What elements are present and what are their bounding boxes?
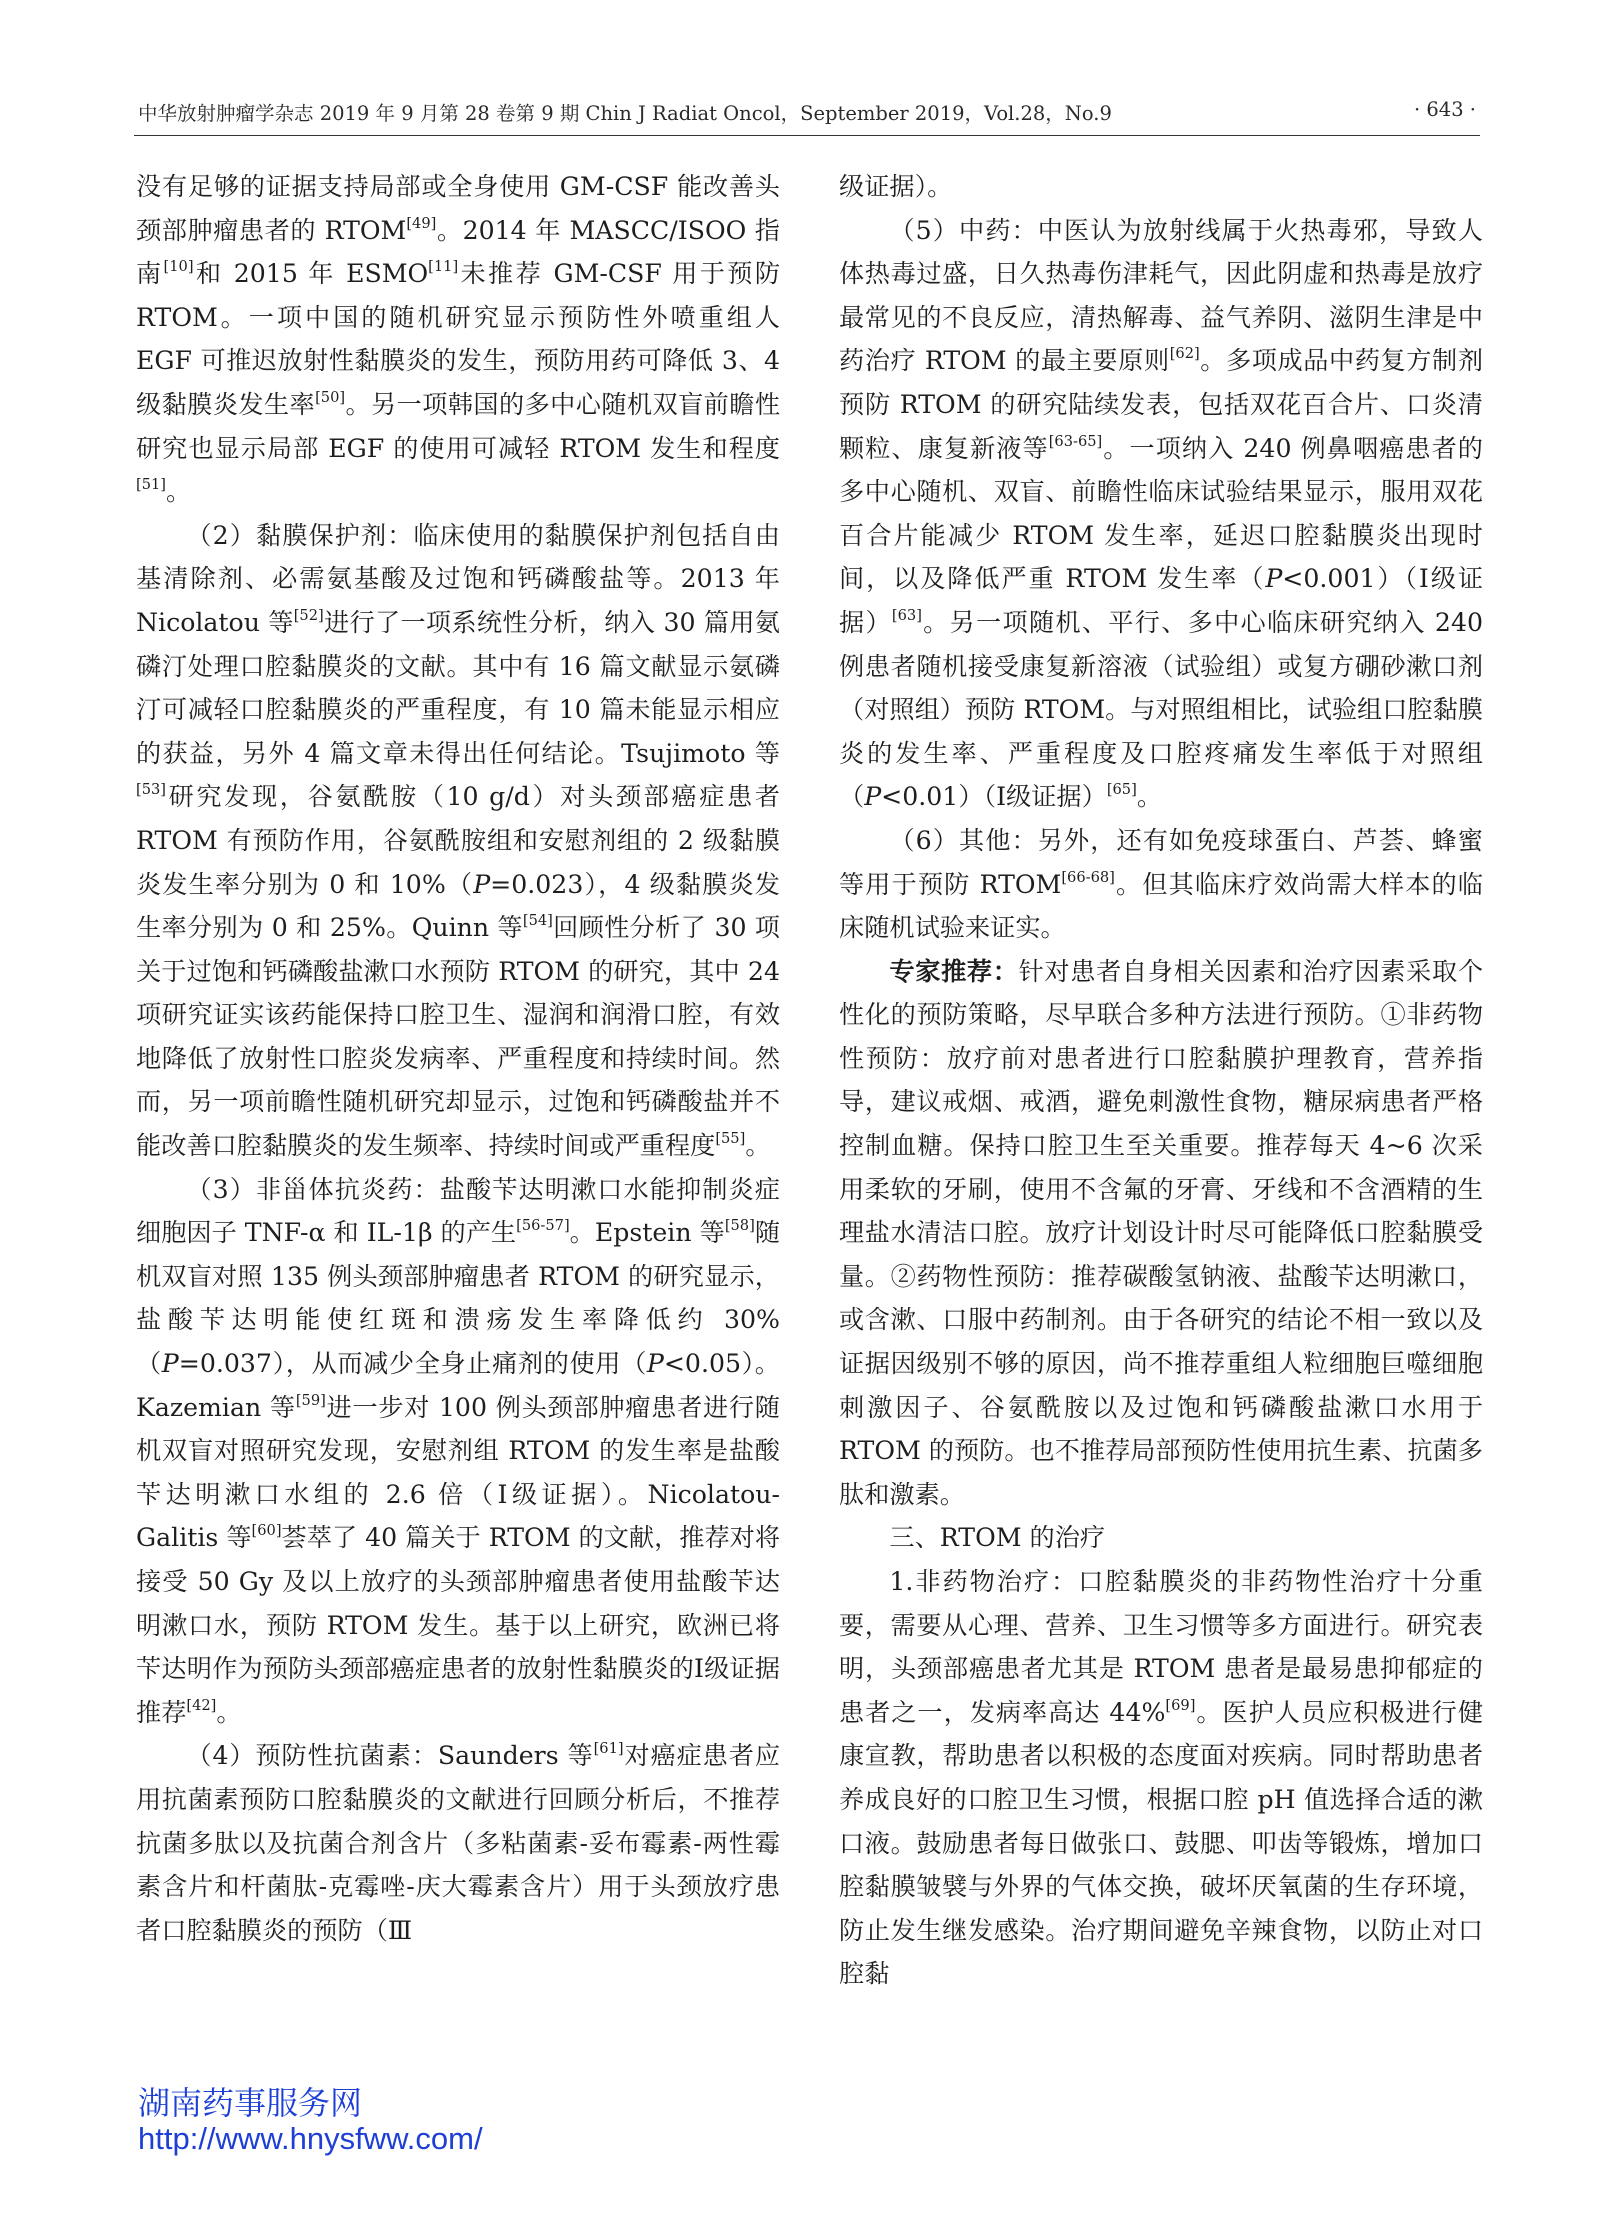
text-run: 进行了一项系统性分析，纳入 30 篇用氨磷汀处理口腔黏膜炎的文献。其中有 16 篇文献显示氨磷汀可减轻口腔黏膜炎的严重程度，有 10 篇未能显示相应的获益，另外 4 篇文章未得出任何结论。Tsujimoto 等: [136, 607, 780, 768]
paragraph-expert-recommendation: [839, 950, 1483, 1517]
text-run: 。: [216, 1697, 242, 1727]
text-run: 。: [166, 477, 192, 507]
paragraph-continuation: 级证据）。: [839, 172, 953, 201]
text-run: 对癌症患者应用抗菌素预防口腔黏膜炎的文献进行回顾分析后，不推荐抗菌多肽以及抗菌合剂含片（多粘菌素-妥布霉素-两性霉素含片和杆菌肽-克霉唑-庆大霉素含片）用于头颈放疗患者口腔黏膜炎的预防（Ⅲ: [136, 1741, 781, 1945]
p-value-symbol: P: [161, 1349, 179, 1379]
paragraph-tcm: [839, 209, 1483, 819]
text-run: <0.05）。Kazemian 等: [136, 1349, 780, 1422]
text-run: 未推荐 GM-CSF 用于预防 RTOM。一项中国的随机研究显示预防性外喷重组人 EGF 可推迟放射性黏膜炎的发生，预防用药可降低 3、4 级黏膜炎发生率: [136, 259, 781, 419]
citation-ref: [10]: [163, 258, 194, 276]
paragraph-non-drug-treatment: [839, 1560, 1483, 1996]
text-run: 随机双盲对照 135 例头颈部肿瘤患者 RTOM 的研究显示，盐酸苄达明能使红斑和溃疡发生率降低约 30%（: [136, 1218, 781, 1379]
text-run: 没有足够的证据支持局部或全身使用 GM-CSF 能改善头颈部肿瘤患者的 RTOM: [136, 172, 780, 245]
text-run: 。多项成品中药复方制剂预防 RTOM 的研究陆续发表，包括双花百合片、口炎清颗粒、康复新液等: [839, 346, 1484, 463]
left-column: [136, 165, 780, 1952]
header-divider: [134, 135, 1480, 136]
text-run: 。: [1136, 782, 1162, 812]
text-run: 。2014 年 MASCC/ISOO 指南: [136, 215, 780, 289]
right-column: [839, 165, 1483, 1996]
p-value-symbol: P: [1265, 564, 1283, 594]
text-run: （2）黏膜保护剂：临床使用的黏膜保护剂包括自由基清除剂、必需氨基酸及过饱和钙磷酸盐等。2013 年 Nicolatou 等: [136, 520, 780, 637]
citation-ref: [65]: [1106, 781, 1137, 799]
citation-ref: [63-65]: [1048, 432, 1103, 450]
text-run: =0.023），4 级黏膜炎发生率分别为 0 和 25%。Quinn 等: [136, 869, 780, 943]
text-run: 和 2015 年 ESMO: [193, 259, 429, 289]
paragraph-others: [839, 819, 1483, 950]
citation-ref: [56-57]: [516, 1217, 570, 1235]
paragraph-nsaids: [136, 1168, 780, 1735]
text-run: （4）预防性抗菌素：Saunders 等: [186, 1741, 594, 1771]
citation-ref: [69]: [1165, 1696, 1196, 1714]
text-run: 。另一项韩国的多中心随机双盲前瞻性研究也显示局部 EGF 的使用可减轻 RTOM 发生和程度: [136, 389, 781, 463]
paragraph-antibiotics: [136, 1734, 780, 1952]
journal-header: 中华放射肿瘤学杂志 2019 年 9 月第 28 卷第 9 期 Chin J Radiat Oncol，September 2019，Vol.28，No.9: [138, 102, 1112, 125]
citation-ref: [11]: [428, 258, 459, 276]
section-heading: 三、RTOM 的治疗: [889, 1523, 1106, 1553]
citation-ref: [51]: [136, 476, 166, 494]
p-value-symbol: P: [646, 1349, 664, 1379]
citation-ref: [49]: [406, 214, 437, 232]
text-run: 进一步对 100 例头颈部肿瘤患者进行随机双盲对照研究发现，安慰剂组 RTOM 的发生率是盐酸苄达明漱口水组的 2.6 倍（Ⅰ级证据）。Nicolatou-Galitis 等: [136, 1392, 780, 1553]
citation-ref: [63]: [891, 606, 922, 624]
paragraph-gmcsf-egf: [136, 165, 780, 514]
citation-ref: [53]: [136, 781, 166, 799]
citation-ref: [50]: [315, 389, 346, 407]
page-number: · 643 ·: [1413, 98, 1476, 121]
text-run: <0.01）（Ⅰ级证据）: [881, 782, 1107, 812]
text-run: 。医护人员应积极进行健康宣教，帮助患者以积极的态度面对疾病。同时帮助患者养成良好的口腔卫生习惯，根据口腔 pH 值选择合适的漱口液。鼓励患者每日做张口、鼓腮、叩齿等锻炼，增加口腔黏膜皱襞与外界的气体交换，破坏厌氧菌的生存环境，防止发生继发感染。治疗期间避免辛辣食物，以防止对口腔黏: [839, 1697, 1484, 1989]
p-value-symbol: P: [473, 869, 491, 899]
citation-ref: [60]: [251, 1522, 282, 1540]
text-run: 。: [745, 1131, 771, 1161]
text-run: 。Epstein 等: [569, 1218, 725, 1248]
citation-ref: [61]: [593, 1740, 624, 1758]
text-run: 针对患者自身相关因素和治疗因素采取个性化的预防策略，尽早联合多种方法进行预防。①非药物性预防：放疗前对患者进行口腔黏膜护理教育，营养指导，建议戒烟、戒酒，避免刺激性食物，糖尿病患者严格控制血糖。保持口腔卫生至关重要。推荐每天 4~6 次采用柔软的牙刷，使用不含氟的牙膏、牙线和不含酒精的生理盐水清洁口腔。放疗计划设计时尽可能降低口腔黏膜受量。②药物性预防：推荐碳酸氢钠液、盐酸苄达明漱口，或含漱、口服中药制剂。由于各研究的结论不相一致以及证据因级别不够的原因，尚不推荐重组人粒细胞巨噬细胞刺激因子、谷氨酰胺以及过饱和钙磷酸盐漱口水用于 RTOM 的预防。也不推荐局部预防性使用抗生素、抗菌多肽和激素。: [839, 956, 1484, 1509]
citation-ref: [54]: [522, 912, 553, 930]
p-value-symbol: P: [864, 782, 882, 812]
expert-recommendation-label: 专家推荐：: [889, 955, 1019, 986]
text-run: 。但其临床疗效尚需大样本的临床随机试验来证实。: [839, 869, 1483, 943]
text-run: （3）非甾体抗炎药：盐酸苄达明漱口水能抑制炎症细胞因子 TNF-α 和 IL-1β 的产生: [136, 1174, 780, 1248]
text-run: =0.037），从而减少全身止痛剂的使用（: [178, 1349, 647, 1379]
text-run: 。一项纳入 240 例鼻咽癌患者的多中心随机、双盲、前瞻性临床试验结果显示，服用双花百合片能减少 RTOM 发生率，延迟口腔黏膜炎出现时间，以及降低严重 RTOM 发生率（: [839, 433, 1483, 594]
paragraph-mucosal-protectants: [136, 514, 780, 1168]
text-run: <0.001）（Ⅰ级证据）: [839, 564, 1484, 637]
text-run: 研究发现，谷氨酰胺（10 g/d）对头颈部癌症患者 RTOM 有预防作用，谷氨酰胺组和安慰剂组的 2 级黏膜炎发生率分别为 0 和 10%（: [136, 782, 780, 899]
citation-ref: [42]: [186, 1696, 217, 1714]
watermark-url-link[interactable]: http://www.hnysfww.com/: [138, 2121, 483, 2156]
text-run: 。另一项随机、平行、多中心临床研究纳入 240 例患者随机接受康复新溶液（试验组）或复方硼砂漱口剂（对照组）预防 RTOM。与对照组相比，试验组口腔黏膜炎的发生率、严重程度及口腔疼痛发生率低于对照组（: [839, 607, 1483, 812]
text-run: 回顾性分析了 30 项关于过饱和钙磷酸盐漱口水预防 RTOM 的研究，其中 24 项研究证实该药能保持口腔卫生、湿润和润滑口腔，有效地降低了放射性口腔炎发病率、严重程度和持续时间。然而，另一项前瞻性随机研究却显示，过饱和钙磷酸盐并不能改善口腔黏膜炎的发生频率、持续时间或严重程度: [136, 913, 780, 1161]
citation-ref: [66-68]: [1061, 868, 1115, 886]
citation-ref: [62]: [1169, 345, 1200, 363]
text-run: （6）其他：另外，还有如免疫球蛋白、芦荟、蜂蜜等用于预防 RTOM: [839, 825, 1483, 899]
citation-ref: [58]: [724, 1217, 755, 1235]
watermark-site-name: 湖南药事服务网: [138, 2085, 363, 2121]
citation-ref: [59]: [295, 1391, 326, 1409]
text-run: 1.非药物治疗：口腔黏膜炎的非药物性治疗十分重要，需要从心理、营养、卫生习惯等多方面进行。研究表明，头颈部癌患者尤其是 RTOM 患者是最易患抑郁症的患者之一，发病率高达 44%: [839, 1567, 1483, 1727]
text-run: 荟萃了 40 篇关于 RTOM 的文献，推荐对将接受 50 Gy 及以上放疗的头颈部肿瘤患者使用盐酸苄达明漱口水，预防 RTOM 发生。基于以上研究，欧洲已将苄达明作为预防头颈部癌症患者的放射性黏膜炎的Ⅰ级证据推荐: [136, 1523, 781, 1727]
citation-ref: [55]: [715, 1130, 746, 1148]
text-run: （5）中药：中医认为放射线属于火热毒邪，导致人体热毒过盛，日久热毒伤津耗气，因此阴虚和热毒是放疗最常见的不良反应，清热解毒、益气养阴、滋阴生津是中药治疗 RTOM 的最主要原则: [839, 215, 1483, 376]
citation-ref: [52]: [293, 606, 324, 624]
